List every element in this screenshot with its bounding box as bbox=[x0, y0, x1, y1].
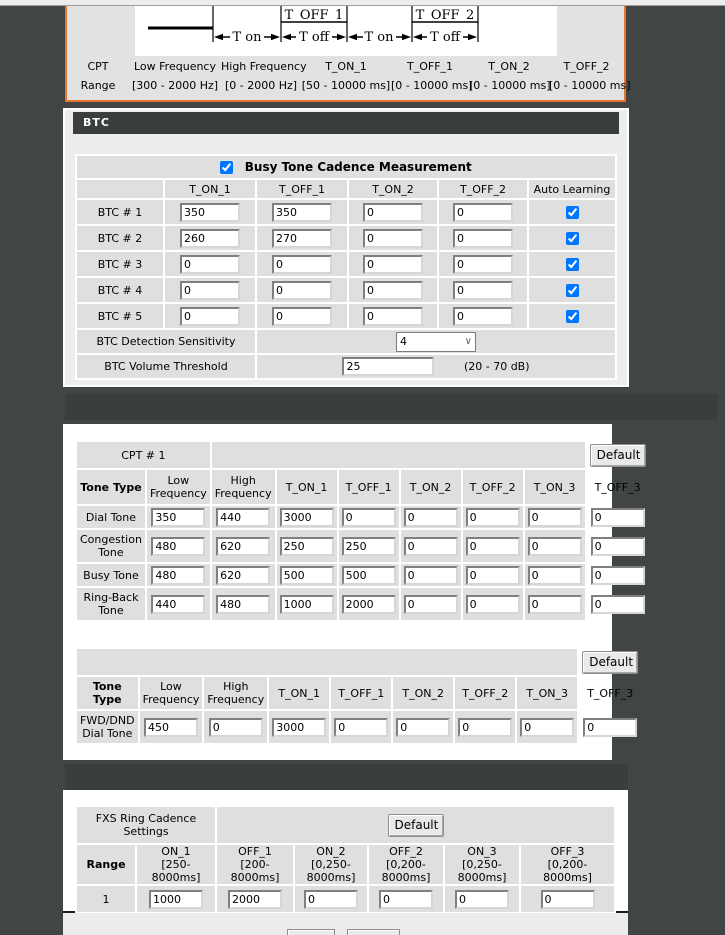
btc-2-auto-learning-checkbox[interactable] bbox=[566, 232, 579, 245]
ring-back-tone-high-freq-input[interactable] bbox=[216, 595, 270, 614]
cpt-range-legend bbox=[67, 60, 631, 92]
btc-section-title: BTC bbox=[73, 112, 619, 134]
btc-3-auto-learning-checkbox[interactable] bbox=[566, 258, 579, 271]
dial-tone-high-freq-input[interactable] bbox=[216, 508, 270, 527]
btc-2-t-off-2-input[interactable] bbox=[453, 229, 513, 248]
btc-row-4-label: BTC # 4 bbox=[76, 277, 164, 303]
fwd-dnd-dial-tone-label: FWD/DND Dial Tone bbox=[76, 710, 139, 744]
ring-back-tone-t-on-3-input[interactable] bbox=[528, 595, 582, 614]
fxs-off-1-input[interactable] bbox=[228, 890, 282, 909]
fwd-dnd-t-on-3-input[interactable] bbox=[520, 718, 574, 737]
btc-5-t-off-2-input[interactable] bbox=[453, 307, 513, 326]
btc-3-t-on-2-input[interactable] bbox=[363, 255, 423, 274]
cpt2-col-low-frequency: Low Frequency bbox=[139, 676, 204, 710]
btc-row-5-label: BTC # 5 bbox=[76, 303, 164, 329]
btc-volume-threshold-hint: (20 - 70 dB) bbox=[463, 359, 530, 373]
dial-tone-t-on-3-input[interactable] bbox=[528, 508, 582, 527]
busy-tone-t-off-2-input[interactable] bbox=[466, 566, 520, 585]
fwd-dnd-t-on-2-input[interactable] bbox=[396, 718, 450, 737]
btc-5-t-off-1-input[interactable] bbox=[272, 307, 332, 326]
btc-col-empty bbox=[76, 179, 164, 199]
svg-text:T on: T on bbox=[232, 30, 262, 45]
btc-2-t-off-1-input[interactable] bbox=[272, 229, 332, 248]
fxs-col-on-2: ON_2 [0,250-8000ms] bbox=[294, 844, 368, 885]
cpt1-col-t-off-3: T_OFF_3 bbox=[586, 469, 649, 505]
btc-3-t-off-2-input[interactable] bbox=[453, 255, 513, 274]
cpt1-col-t-off-2: T_OFF_2 bbox=[462, 469, 524, 505]
dial-tone-t-on-1-input[interactable] bbox=[280, 508, 334, 527]
range-t-on-2: [0 - 10000 ms] bbox=[469, 79, 551, 92]
cpt2-col-t-on-2: T_ON_2 bbox=[392, 676, 454, 710]
footer-button-right[interactable] bbox=[347, 929, 400, 935]
fxs-col-range: Range bbox=[76, 844, 136, 885]
legend-high-frequency: High Frequency bbox=[221, 60, 307, 73]
busy-tone-t-off-3-input[interactable] bbox=[591, 566, 645, 585]
btc-col-t-off-1: T_OFF_1 bbox=[256, 179, 348, 199]
btc-4-t-off-2-input[interactable] bbox=[453, 281, 513, 300]
btc-row-2-label: BTC # 2 bbox=[76, 225, 164, 251]
busy-tone-t-on-3-input[interactable] bbox=[528, 566, 582, 585]
ring-back-tone-t-on-1-input[interactable] bbox=[280, 595, 334, 614]
cpt1-col-high-frequency: High Frequency bbox=[211, 469, 276, 505]
fxs-panel bbox=[63, 790, 628, 913]
btc-1-t-on-2-input[interactable] bbox=[363, 203, 423, 222]
svg-text:T on: T on bbox=[364, 30, 394, 45]
btc-detection-sensitivity-select[interactable]: 4 ∨ bbox=[396, 332, 476, 352]
ring-back-tone-t-on-2-input[interactable] bbox=[404, 595, 458, 614]
legend-t-off-1: T_OFF_1 bbox=[406, 60, 454, 73]
cpt-range-panel bbox=[65, 6, 631, 102]
ring-back-tone-t-off-1-input[interactable] bbox=[342, 595, 396, 614]
fxs-off-3-input[interactable] bbox=[541, 890, 595, 909]
btc-4-auto-learning-checkbox[interactable] bbox=[566, 284, 579, 297]
cpt1-col-tone-type: Tone Type bbox=[76, 469, 146, 505]
cpt1-ring-back-tone-label: Ring-Back Tone bbox=[76, 587, 146, 621]
ring-back-tone-t-off-3-input[interactable] bbox=[591, 595, 645, 614]
cpt1-default-button[interactable]: Default bbox=[590, 444, 646, 467]
busy-tone-t-off-1-input[interactable] bbox=[342, 566, 396, 585]
congestion-tone-t-off-1-input[interactable] bbox=[342, 537, 396, 556]
fxs-on-2-input[interactable] bbox=[304, 890, 358, 909]
legend-low-frequency: Low Frequency bbox=[134, 60, 216, 73]
range-high-frequency: [0 - 2000 Hz] bbox=[224, 79, 298, 92]
fxs-col-off-1: OFF_1 [200-8000ms] bbox=[216, 844, 294, 885]
btc-1-t-on-1-input[interactable] bbox=[180, 203, 240, 222]
btc-row-3-label: BTC # 3 bbox=[76, 251, 164, 277]
btc-5-t-on-1-input[interactable] bbox=[180, 307, 240, 326]
cpt2-col-t-on-1: T_ON_1 bbox=[268, 676, 330, 710]
fwd-dnd-t-on-1-input[interactable] bbox=[272, 718, 326, 737]
range-low-frequency: [300 - 2000 Hz] bbox=[131, 79, 219, 92]
cpt1-busy-tone-label: Busy Tone bbox=[76, 563, 146, 587]
footer-area bbox=[63, 913, 628, 935]
dial-tone-t-off-1-input[interactable] bbox=[342, 508, 396, 527]
cpt1-congestion-tone-label: Congestion Tone bbox=[76, 529, 146, 563]
range-t-off-2: [0 - 10000 ms] bbox=[549, 79, 631, 92]
cpt2-col-t-off-2: T_OFF_2 bbox=[454, 676, 516, 710]
dial-tone-t-off-2-input[interactable] bbox=[466, 508, 520, 527]
dial-tone-low-freq-input[interactable] bbox=[151, 508, 205, 527]
btc-col-t-on-1: T_ON_1 bbox=[164, 179, 256, 199]
btc-2-t-on-2-input[interactable] bbox=[363, 229, 423, 248]
busy-tone-low-freq-input[interactable] bbox=[151, 566, 205, 585]
btc-volume-threshold-input[interactable] bbox=[342, 357, 434, 376]
ring-back-tone-t-off-2-input[interactable] bbox=[466, 595, 520, 614]
busy-tone-cadence-checkbox[interactable] bbox=[220, 161, 233, 174]
cpt2-col-tone-type: Tone Type bbox=[76, 676, 139, 710]
btc-3-t-off-1-input[interactable] bbox=[272, 255, 332, 274]
fxs-col-off-3: OFF_3 [0,200-8000ms] bbox=[520, 844, 615, 885]
btc-4-t-on-2-input[interactable] bbox=[363, 281, 423, 300]
btc-volume-threshold-label: BTC Volume Threshold bbox=[76, 354, 256, 379]
fxs-section-bar bbox=[65, 764, 628, 790]
cpt1-col-t-on-2: T_ON_2 bbox=[400, 469, 462, 505]
legend-t-on-2: T_ON_2 bbox=[488, 60, 530, 73]
btc-col-t-off-2: T_OFF_2 bbox=[438, 179, 528, 199]
tone-cadence-diagram bbox=[135, 6, 557, 56]
fxs-default-button[interactable]: Default bbox=[388, 814, 444, 837]
cpt2-col-high-frequency: High Frequency bbox=[203, 676, 268, 710]
btc-1-t-off-1-input[interactable] bbox=[272, 203, 332, 222]
cpt2-col-t-on-3: T_ON_3 bbox=[516, 676, 578, 710]
busy-tone-t-on-1-input[interactable] bbox=[280, 566, 334, 585]
btc-5-auto-learning-checkbox[interactable] bbox=[566, 310, 579, 323]
cpt1-col-low-frequency: Low Frequency bbox=[146, 469, 211, 505]
fxs-col-off-2: OFF_2 [0,200-8000ms] bbox=[368, 844, 444, 885]
chevron-down-icon: ∨ bbox=[464, 336, 472, 347]
fxs-off-2-input[interactable] bbox=[379, 890, 433, 909]
cpt1-title: CPT # 1 bbox=[76, 441, 211, 469]
btc-panel bbox=[63, 108, 629, 387]
btc-col-auto-learning: Auto Learning bbox=[528, 179, 616, 199]
range-t-off-1: [0 - 10000 ms] bbox=[391, 79, 473, 92]
cpt1-dial-tone-label: Dial Tone bbox=[76, 505, 146, 529]
svg-text:T_OFF_1: T_OFF_1 bbox=[284, 8, 344, 23]
legend-t-on-1: T_ON_1 bbox=[325, 60, 367, 73]
fwd-dnd-t-off-3-input[interactable] bbox=[583, 718, 637, 737]
cadence-waveform-icon bbox=[135, 6, 557, 56]
btc-1-t-off-2-input[interactable] bbox=[453, 203, 513, 222]
svg-text:T_OFF_2: T_OFF_2 bbox=[415, 8, 475, 23]
busy-tone-cadence-label: Busy Tone Cadence Measurement bbox=[244, 159, 472, 174]
btc-2-t-on-1-input[interactable] bbox=[180, 229, 240, 248]
cpt2-col-t-off-3: T_OFF_3 bbox=[578, 676, 641, 710]
dial-tone-t-on-2-input[interactable] bbox=[404, 508, 458, 527]
cpt2-table bbox=[75, 647, 641, 745]
congestion-tone-t-off-2-input[interactable] bbox=[466, 537, 520, 556]
fxs-col-on-3: ON_3 [0,250-8000ms] bbox=[444, 844, 520, 885]
cpt1-col-t-on-3: T_ON_3 bbox=[524, 469, 586, 505]
range-label: Range bbox=[80, 79, 116, 92]
cpt1-col-t-off-1: T_OFF_1 bbox=[338, 469, 400, 505]
fwd-dnd-t-off-2-input[interactable] bbox=[458, 718, 512, 737]
fxs-table bbox=[75, 805, 616, 914]
cpt2-col-t-off-1: T_OFF_1 bbox=[330, 676, 392, 710]
cpt1-table bbox=[75, 440, 649, 622]
cpt2-title-spacer bbox=[76, 648, 578, 676]
fwd-dnd-high-freq-input[interactable] bbox=[209, 718, 263, 737]
busy-tone-high-freq-input[interactable] bbox=[216, 566, 270, 585]
fxs-title: FXS Ring Cadence Settings bbox=[76, 806, 216, 844]
fwd-dnd-t-off-1-input[interactable] bbox=[334, 718, 388, 737]
btc-col-t-on-2: T_ON_2 bbox=[348, 179, 438, 199]
legend-cpt: CPT bbox=[87, 60, 109, 73]
btc-row-1-label: BTC # 1 bbox=[76, 199, 164, 225]
btc-3-t-on-1-input[interactable] bbox=[180, 255, 240, 274]
btc-5-t-on-2-input[interactable] bbox=[363, 307, 423, 326]
fwd-dnd-low-freq-input[interactable] bbox=[144, 718, 198, 737]
fxs-col-on-1: ON_1 [250-8000ms] bbox=[136, 844, 216, 885]
fxs-on-3-input[interactable] bbox=[455, 890, 509, 909]
footer-button-left[interactable] bbox=[287, 929, 335, 935]
dial-tone-t-off-3-input[interactable] bbox=[591, 508, 645, 527]
cpt-section-bar bbox=[65, 394, 718, 420]
fxs-row-index: 1 bbox=[76, 885, 136, 913]
cpt1-title-spacer bbox=[211, 441, 586, 469]
cpt2-default-button[interactable]: Default bbox=[582, 651, 638, 674]
congestion-tone-t-on-3-input[interactable] bbox=[528, 537, 582, 556]
ring-back-tone-low-freq-input[interactable] bbox=[151, 595, 205, 614]
svg-text:T off: T off bbox=[299, 30, 329, 45]
btc-detection-sensitivity-label: BTC Detection Sensitivity bbox=[76, 329, 256, 354]
svg-text:T off: T off bbox=[430, 30, 460, 45]
cpt-panel bbox=[63, 424, 641, 760]
btc-4-t-on-1-input[interactable] bbox=[180, 281, 240, 300]
fxs-on-1-input[interactable] bbox=[149, 890, 203, 909]
range-t-on-1: [50 - 10000 ms] bbox=[301, 79, 391, 92]
btc-table bbox=[75, 154, 617, 380]
cpt1-col-t-on-1: T_ON_1 bbox=[276, 469, 338, 505]
congestion-tone-t-off-3-input[interactable] bbox=[591, 537, 645, 556]
legend-t-off-2: T_OFF_2 bbox=[563, 60, 610, 73]
congestion-tone-t-on-1-input[interactable] bbox=[280, 537, 334, 556]
congestion-tone-high-freq-input[interactable] bbox=[216, 537, 270, 556]
btc-4-t-off-1-input[interactable] bbox=[272, 281, 332, 300]
busy-tone-t-on-2-input[interactable] bbox=[404, 566, 458, 585]
btc-1-auto-learning-checkbox[interactable] bbox=[566, 206, 579, 219]
congestion-tone-low-freq-input[interactable] bbox=[151, 537, 205, 556]
congestion-tone-t-on-2-input[interactable] bbox=[404, 537, 458, 556]
